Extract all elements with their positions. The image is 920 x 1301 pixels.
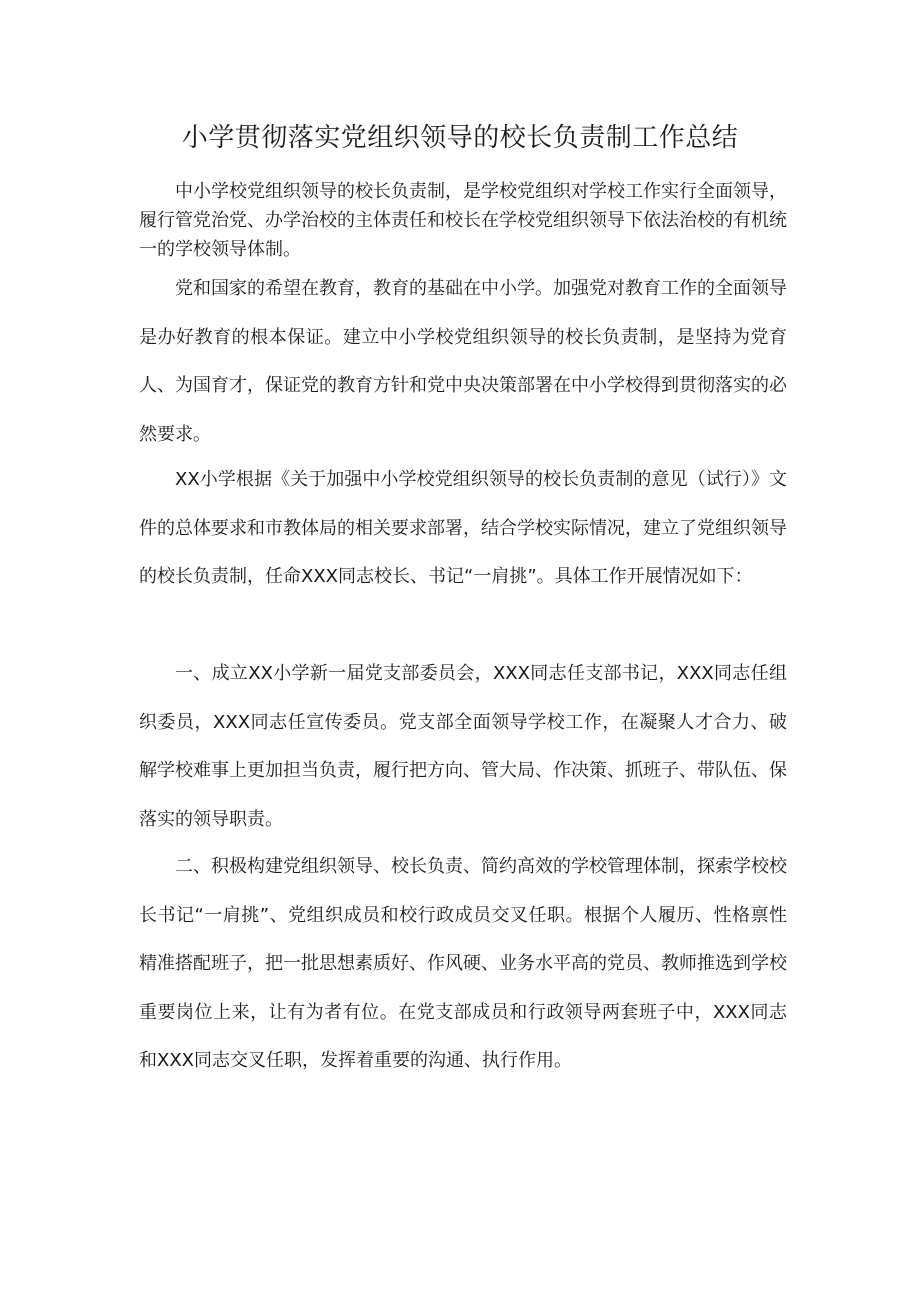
paragraph-item-one: 一、成立XX小学新一届党支部委员会，XXX同志任支部书记，XXX同志任组织委员，XXX同志任宣传委员。党支部全面领导学校工作，在凝聚人才合力、破解学校难事上更加担当负责，履行把方向、管大局、作决策、抓班子、带队伍、保落实的领导职责。 xyxy=(139,663,787,830)
paragraph-definition: 中小学校党组织领导的校长负责制，是学校党组织对学校工作实行全面领导，履行管党治党、办学治校的主体责任和校长在学校党组织领导下依法治校的有机统一的学校领导体制。 xyxy=(139,181,787,260)
paragraph-implementation: XX小学根据《关于加强中小学校党组织领导的校长负责制的意见（试行）》文件的总体要求和市教体局的相关要求部署，结合学校实际情况，建立了党组织领导的校长负责制，任命XXX同志校长、书记“一肩挑”。具体工作开展情况如下： xyxy=(139,469,787,587)
paragraph-item-two: 二、积极构建党组织领导、校长负责、简约高效的学校管理体制，探索学校校长书记“一肩挑”、党组织成员和校行政成员交叉任职。根据个人履历、性格禀性精准搭配班子，把一批思想素质好、作风硬、业务水平高的党员、教师推选到学校重要岗位上来，让有为者有位。在党支部成员和行政领导两套班子中，XXX同志和XXX同志交叉任职，发挥着重要的沟通、执行作用。 xyxy=(139,856,787,1071)
paragraph-significance: 党和国家的希望在教育，教育的基础在中小学。加强党对教育工作的全面领导是办好教育的根本保证。建立中小学校党组织领导的校长负责制，是坚持为党育人、为国育才，保证党的教育方针和党中央决策部署在中小学校得到贯彻落实的必然要求。 xyxy=(139,278,787,445)
document-title: 小学贯彻落实党组织领导的校长负责制工作总结 xyxy=(181,123,739,153)
